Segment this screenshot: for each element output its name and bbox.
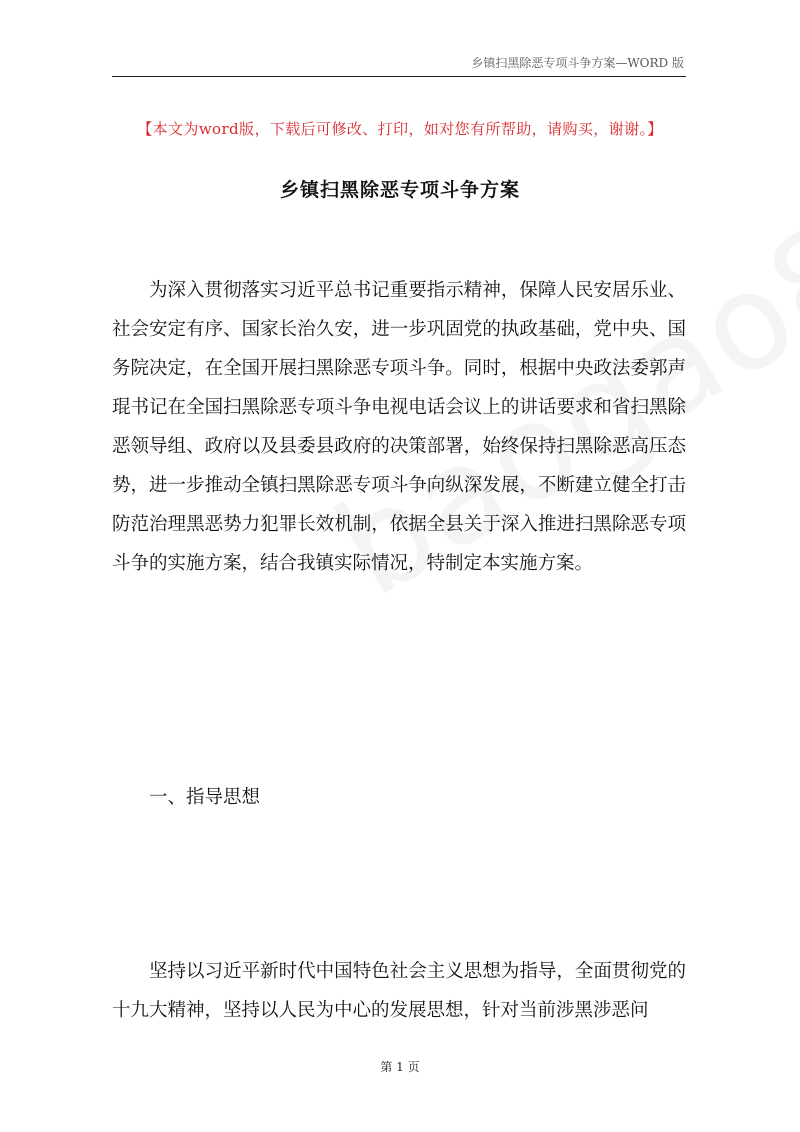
section-heading: 一、指导思想 (149, 787, 261, 808)
page-number: 第 1 页 (380, 1060, 420, 1074)
intro-paragraph: 为深入贯彻落实习近平总书记重要指示精神，保障人民安居乐业、社会安定有序、国家长治久安，进一步巩固党的执政基础，党中央、国务院决定，在全国开展扫黑除恶专项斗争。同时，根据中央政法委郭声琨书记在全国扫黑除恶专项斗争电视电话会议上的讲话要求和省扫黑除恶领导组、政府以及县委县政府的决策部署，始终保持扫黑除恶高压态势，进一步推动全镇扫黑除恶专项斗争向纵深发展，不断建立健全打击防范治理黑恶势力犯罪长效机制，依据全县关于深入推进扫黑除恶专项斗争的实施方案，结合我镇实际情况，特制定本实施方案。 (112, 280, 686, 574)
guiding-thought-paragraph: 坚持以习近平新时代中国特色社会主义思想为指导，全面贯彻党的十九大精神，坚持以人民为中心的发展思想，针对当前涉黑涉恶问 (112, 961, 686, 1021)
purchase-notice: 【本文为word版，下载后可修改、打印，如对您有所帮助，请购买，谢谢。】 (137, 120, 663, 138)
document-title: 乡镇扫黑除恶专项斗争方案 (279, 179, 520, 201)
page-header (112, 50, 686, 77)
header-title: 乡镇扫黑除恶专项斗争方案—WORD 版 (471, 56, 684, 70)
